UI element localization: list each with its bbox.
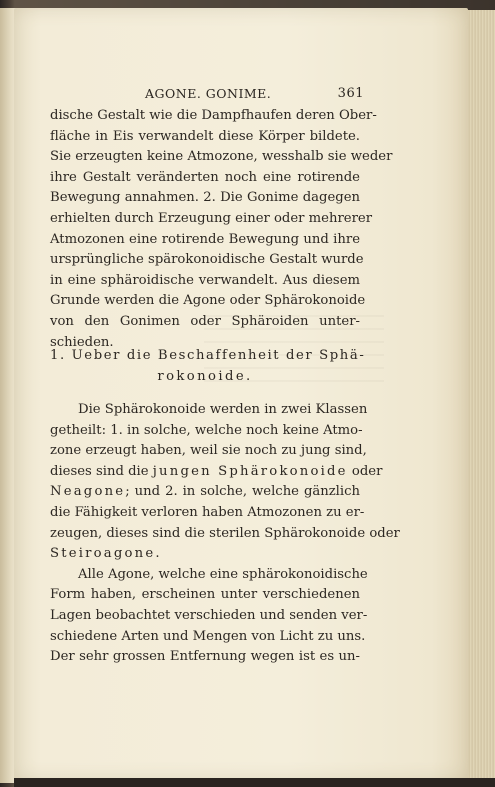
text-line — [50, 482, 360, 503]
page-stack-edge — [466, 10, 495, 785]
text-line: Bewegung annahmen. 2. Die Gonime dagegen — [50, 190, 360, 206]
text-line: ihre Gestalt veränderten noch eine rotirende — [50, 169, 360, 185]
text-run: ; und 2. in solche, welche gänzlich — [125, 484, 360, 500]
text-line: erhielten durch Erzeugung einer oder mehrerer — [50, 210, 372, 226]
text-line: Der sehr grossen Entfernung wegen ist es un- — [50, 649, 360, 665]
section-heading-line-2: rokonoide. — [157, 368, 253, 384]
text-line: von den Gonimen oder Sphäroiden unter- — [50, 313, 360, 329]
text-line — [50, 462, 383, 483]
text-line: Die Sphärokonoide werden in zwei Klassen — [78, 402, 368, 417]
text-line: Sie erzeugten keine Atmozone, wesshalb sie weder — [50, 149, 393, 165]
text-line: dische Gestalt wie die Dampfhaufen deren Ober- — [50, 108, 377, 123]
section-number: 1. — [50, 348, 66, 363]
text-line — [50, 544, 360, 565]
text-run: oder — [347, 463, 383, 479]
text-line: zone erzeugt haben, weil sie noch zu jung sind, — [50, 443, 367, 459]
text-line: in eine sphäroidische verwandelt. Aus diesem — [50, 272, 360, 288]
text-line: zeugen, dieses sind die sterilen Sphärokonoide oder — [50, 525, 400, 541]
section-heading-line-1 — [50, 346, 366, 367]
section-title-text: Ueber die Beschaffenheit der Sphä- — [71, 348, 366, 363]
text-line: schiedene Arten und Mengen von Licht zu uns. — [50, 628, 366, 644]
page-number: 361 — [337, 86, 364, 101]
emphasis-term: Steiroagone — [50, 546, 156, 562]
text-line: Atmozonen eine rotirende Bewegung und ihre — [50, 231, 360, 247]
text-line: getheilt: 1. in solche, welche noch keine Atmo- — [50, 422, 363, 438]
section-heading — [50, 346, 366, 387]
running-header — [52, 86, 362, 106]
running-title: AGONE. GONIME. — [145, 86, 272, 101]
text-line: fläche in Eis verwandelt diese Körper bildete. — [50, 128, 360, 144]
text-line: schieden. — [50, 334, 114, 350]
book-bottom-edge — [14, 778, 495, 787]
emphasis-term: jungen Sphärokonoide — [152, 463, 348, 479]
text-run: . — [155, 546, 160, 562]
text-run: dieses sind die — [50, 463, 153, 479]
paragraph-2 — [50, 400, 400, 668]
paragraph-1 — [50, 106, 393, 353]
text-line: Grunde werden die Agone oder Sphärokonoide — [50, 293, 366, 309]
text-line: Lagen beobachtet verschieden und senden ver- — [50, 607, 368, 623]
text-line: Alle Agone, welche eine sphärokonoidische — [78, 566, 368, 582]
text-line: ursprüngliche spärokonoidische Gestalt wurde — [50, 252, 364, 268]
text-line: Form haben, erscheinen unter verschiedenen — [50, 587, 360, 603]
emphasis-term: Neagone — [50, 484, 126, 500]
text-line: die Fähigkeit verloren haben Atmozonen zu er- — [50, 504, 365, 520]
